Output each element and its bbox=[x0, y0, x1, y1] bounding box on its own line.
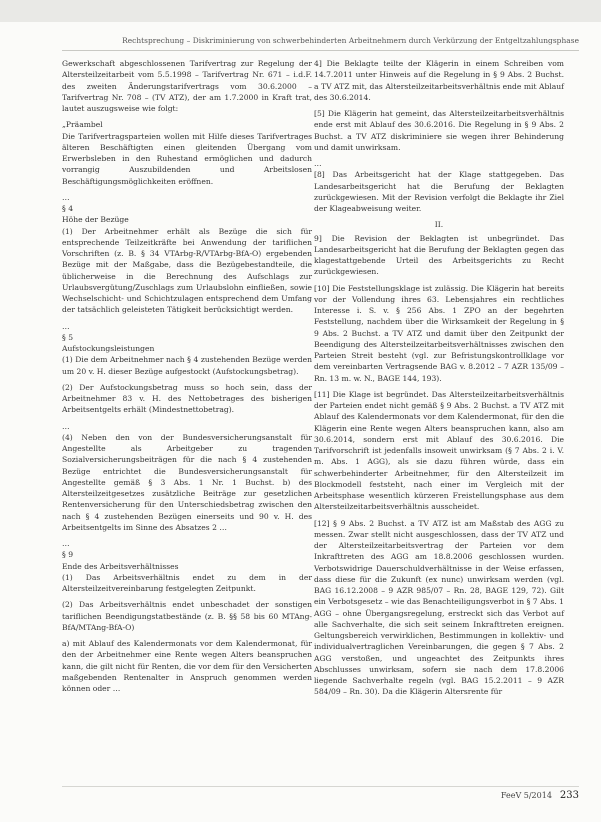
section-title: Höhe der Bezüge bbox=[62, 215, 129, 225]
paragraph: (1) Die dem Arbeitnehmer nach § 4 zustehenden Bezüge werden um 20 v. H. dieser Bezüge aufgestockt (Aufstockungsbetrag). bbox=[62, 355, 312, 376]
paragraph: [10] Die Feststellungsklage ist zulässig. Die Klägerin hat bereits vor der Vollendung ihres 63. Lebensjahres ein rechtliches Interesse i. S. v. § 256 Abs. 1 ZPO an der begehrten Feststellung, nachdem über die Wirksamkeit der Regelung in § 9 Abs. 2 Buchst. a TV ATZ und damit über den Zeitpunkt der Beendigung des Altersteilzeitarbeitsverhältnisses zwischen den Parteien Streit besteht (vgl. zur Befristungskontrollklage vor dem vereinbarten Vertragsende BAG v. 8.2012 – 7 AZR 135/09 – Rn. 13 m. w. N., BAGE 144, 193). bbox=[314, 283, 564, 383]
paragraph: 9] Die Revision der Beklagten ist unbegründet. Das Landesarbeitsgericht hat die Berufung der Beklagten gegen das klagestattgebende Urteil des Arbeitsgerichts zu Recht zurückgewiesen. bbox=[314, 233, 564, 277]
left-column bbox=[62, 58, 312, 699]
section-number: § 5 bbox=[62, 332, 74, 342]
header-rule bbox=[62, 50, 579, 51]
paragraph: [8] Das Arbeitsgericht hat der Klage stattgegeben. Das Landesarbeitsgericht hat die Berufung der Beklagten zurückgewiesen. Mit der Revision verfolgt die Beklagte ihr Ziel der Klageabweisung weiter. bbox=[314, 170, 564, 213]
ellipsis: … bbox=[62, 321, 70, 331]
section-mark: II. bbox=[434, 220, 444, 230]
section-title: Ende des Arbeitsverhältnisses bbox=[62, 561, 179, 571]
paragraph: Gewerkschaft abgeschlossenen Tarifvertrag zur Regelung der Altersteilzeitarbeit vom 5.5.1998 – Tarifvertrag Nr. 671 – i.d.F. des zweiten Änderungstarifvertrags vom 30.6.2000 – Tarifvertrag Nr. 708 – (TV ATZ), der am 1.7.2000 in Kraft trat, lautet auszugsweise wie folgt: bbox=[62, 59, 312, 113]
paragraph: (2) Der Aufstockungsbetrag muss so hoch sein, dass der Arbeitnehmer 83 v. H. des Nettobetrages des bisherigen Arbeitsentgelts erhält (Mindestnettobetrag). bbox=[62, 382, 312, 415]
section-number: § 4 bbox=[62, 204, 74, 213]
footer-rule bbox=[62, 786, 579, 787]
section-title: Aufstockungsleistungen bbox=[62, 344, 155, 353]
page-footer bbox=[501, 790, 579, 801]
paragraph: (1) Der Arbeitnehmer erhält als Bezüge die sich für entsprechende Teilzeitkräfte bei Anwendung der tariflichen Vorschriften (z. B. § 34 VTArbg-R/VTArbg-BfA-O) ergebenden Bezüge mit der Maßgabe, dass die Bezügebestandteile, die üblicherweise in die Berechnung des Aufschlags zur Urlaubsvergütung/Zuschlags zum Urlaubslohn einfließen, sowie Wechselschicht- und Schichtzulagen entsprechend dem Umfang der tatsächlich geleisteten Tätigkeit berücksichtigt werden. bbox=[62, 226, 312, 315]
ellipsis: … bbox=[62, 539, 70, 548]
paragraph: [12] § 9 Abs. 2 Buchst. a TV ATZ ist am Maßstab des AGG zu messen. Zwar stellt nicht ausgeschlossen, dass der TV ATZ und der Altersteilzeitarbeitsvertrag der Parteien vor dem Inkrafttreten des AGG am 18.8.2006 geschlossen wurden. Verbotswidrige Dauerschuldverhältnisse in der Weise erfassen, dass diese für die Zukunft (ex nunc) unwirksam werden (vgl. BAG 16.12.2008 – 9 AZR 985/07 – Rn. 28, BAGE 129, 72). Gilt ein Verbotsgesetz – wie das Benachteiligungsverbot in § 7 Abs. 1 AGG – ohne Übergangsregelung, erstreckt sich das Verbot auf alle Sachverhalte, die sich seit seinem Inkrafttreten ereignen. Geltungsbereich verwirklichen, Bestimmungen in kollektiv- und individualvertraglichen Vereinbarungen, die gegen § 7 Abs. 2 AGG verstoßen, und ungeachtet des Zeitpunkts ihres Abschlusses unwirksam, sofern sie nach dem 17.8.2006 liegende Sachverhalte regeln (vgl. BAG 15.2.2011 – 9 AZR 584/09 – Rn. 30). Da die Klägerin Altersrente für bbox=[314, 518, 564, 697]
journal-issue: FeeV 5/2014 bbox=[500, 791, 552, 800]
page-number: 233 bbox=[559, 790, 579, 801]
paragraph: [5] Die Klägerin hat gemeint, das Altersteilzeitarbeitsverhältnis ende erst mit Ablauf des 30.6.2016. Die Regelung in § 9 Abs. 2 Buchst. a TV ATZ diskriminiere sie wegen ihrer Behinderung und damit unwirksam. bbox=[314, 109, 564, 152]
paragraph: (4) Neben den von der Bundesversicherungsanstalt für Angestellte als Arbeitgeber zu tragenden Sozialversicherungsbeiträgen für die nach § 4 zustehenden Bezüge entrichtet die Bundesversicherungsanstalt für Angestellte gemäß § 3 Abs. 1 Nr. 1 Buchst. b) des Altersteilzeitgesetzes zusätzliche Beiträge zur gesetzlichen Rentenversicherung für den Unterschiedsbetrag zwischen den nach § 4 zustehenden Bezügen einerseits und 90 v. H. des Arbeitsentgelts im Sinne des Absatzes 2 … bbox=[62, 432, 312, 532]
paragraph: Die Tarifvertragsparteien wollen mit Hilfe dieses Tarifvertrages älteren Beschäftigten einen gleitenden Übergang vom Erwerbsleben in den Ruhestand ermöglichen und dadurch vorrangig Auszubildenden und Arbeitslosen Beschäftigungsmöglichkeiten eröffnen. bbox=[62, 131, 312, 186]
paragraph: (2) Das Arbeitsverhältnis endet unbeschadet der sonstigen tariflichen Beendigungstatbestände (z. B. §§ 58 bis 60 MTAng-BfA/MTAng-BfA-O) bbox=[62, 600, 312, 632]
section-number: § 9 bbox=[62, 550, 74, 560]
paragraph: 4] Die Beklagte teilte der Klägerin in einem Schreiben vom 14.7.2011 unter Hinweis auf die Regelung in § 9 Abs. 2 Buchst. a TV ATZ mit, das Altersteilzeitarbeitsverhältnis ende mit Ablauf des 30.6.2014. bbox=[314, 59, 564, 102]
paragraph: [11] Die Klage ist begründet. Das Altersteilzeitarbeitsverhältnis der Parteien endet nicht gemäß § 9 Abs. 2 Buchst. a TV ATZ mit Ablauf des Kalendermonats vor dem Kalendermonat, für den die Klägerin eine Rente wegen Alters beanspruchen kann, also am 30.6.2014, sondern erst mit Ablauf des 30.6.2016. Die Tarifvorschrift ist jedenfalls insoweit unwirksam (§ 7 Abs. 2 i. V. m. Abs. 1 AGG), als sie dazu führen würde, dass ein schwerbehinderter Arbeitnehmer, für den Altersteilzeit im Blockmodell feststeht, nach einer im Vergleich mit der Arbeitsphase wesentlich kürzeren Freistellungsphase aus dem Altersteilzeitarbeitsverhältnis ausscheidet. bbox=[314, 389, 564, 512]
paragraph: (1) Das Arbeitsverhältnis endet zu dem in der Altersteilzeitvereinbarung festgelegten Zeitpunkt. bbox=[62, 572, 312, 593]
ellipsis: … bbox=[314, 159, 322, 168]
ellipsis: … bbox=[62, 192, 70, 202]
ellipsis: … bbox=[62, 421, 70, 431]
running-head: Rechtsprechung – Diskriminierung von schwerbehinderten Arbeitnehmern durch Verkürzung der Entgeltzahlungsphase bbox=[122, 36, 579, 45]
right-column bbox=[314, 58, 564, 703]
paragraph: a) mit Ablauf des Kalendermonats vor dem Kalendermonat, für den der Arbeitnehmer eine Rente wegen Alters beanspruchen kann, die gilt nicht für Renten, die vor dem für den Versicherten maßgebenden Rentenalter in Anspruch genommen werden können oder … bbox=[62, 639, 312, 693]
heading: „Präambel bbox=[62, 120, 103, 130]
top-bar bbox=[0, 0, 601, 22]
